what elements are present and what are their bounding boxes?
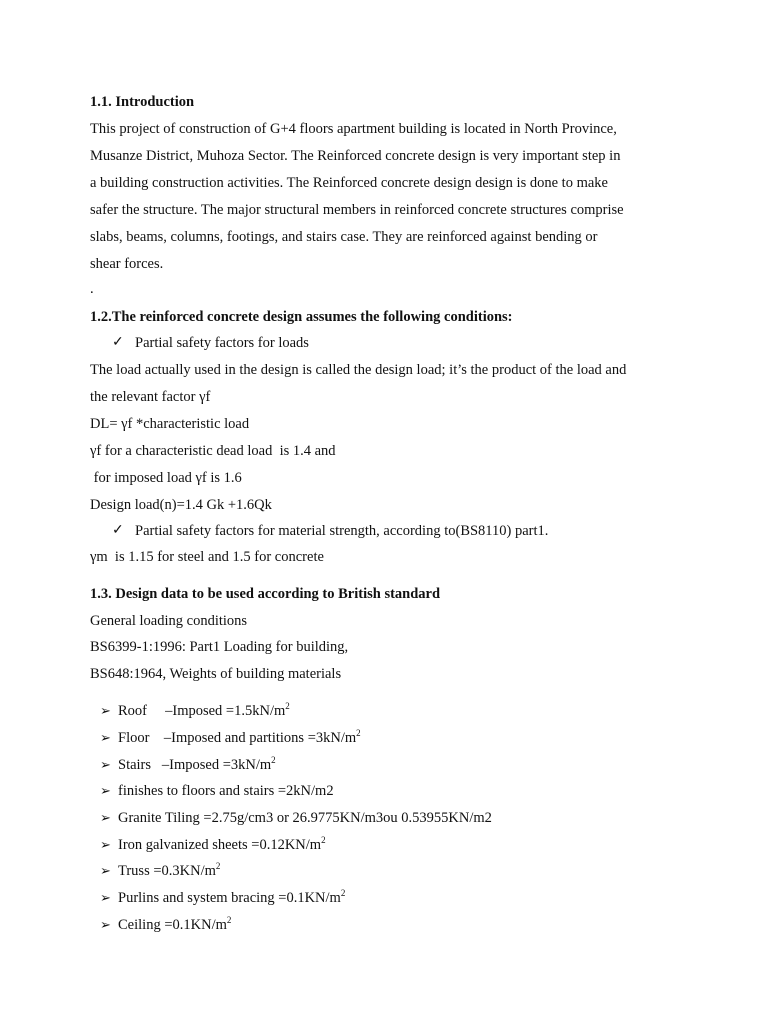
- paragraph-line: BS648:1964, Weights of building materials: [90, 666, 342, 682]
- arrow-bullet-icon: ➢: [100, 837, 111, 852]
- formula-line: DL= γf *characteristic load: [90, 416, 250, 432]
- checkmark-icon: ✓: [112, 523, 124, 538]
- load-item: Stairs –Imposed $=3kN/m^2$: [118, 755, 276, 773]
- load-item: Truss $=0.3KN/m^2$: [118, 861, 221, 879]
- paragraph-line: safer the structure. The major structural members in reinforced concrete structures comprise: [90, 202, 624, 218]
- formula-line: Design load(n)=1.4 Gk +1.6Qk: [90, 497, 272, 513]
- paragraph-line: The load actually used in the design is called the design load; it’s the product of the load and: [90, 362, 627, 378]
- paragraph-line: General loading conditions: [90, 613, 248, 629]
- load-item: Iron galvanized sheets $=0.12KN/m^2$: [118, 835, 326, 853]
- section-heading-conditions: 1.2.The reinforced concrete design assumes the following conditions:: [90, 309, 513, 325]
- arrow-bullet-icon: ➢: [100, 730, 111, 745]
- load-item: Granite Tiling =2.75g/cm3 or 26.9775KN/m3ou 0.53955KN/m2: [118, 810, 492, 826]
- paragraph-line: shear forces.: [90, 256, 164, 272]
- paragraph-line: This project of construction of G+4 floors apartment building is located in North Province,: [90, 121, 617, 137]
- stray-dot: .: [90, 281, 94, 297]
- load-item: Roof –Imposed $=1.5kN/m^2$: [118, 701, 290, 719]
- formula-line: for imposed load γf is 1.6: [90, 470, 242, 486]
- load-item: Purlins and system bracing $=0.1KN/m^2$: [118, 888, 346, 906]
- section-heading-introduction: 1.1. Introduction: [90, 94, 195, 110]
- arrow-bullet-icon: ➢: [100, 703, 111, 718]
- arrow-bullet-icon: ➢: [100, 917, 111, 932]
- paragraph-line: Musanze District, Muhoza Sector. The Reinforced concrete design is very important step in: [90, 148, 621, 164]
- load-item: Floor –Imposed and partitions $=3kN/m^2$: [118, 728, 361, 746]
- checkmark-icon: ✓: [112, 335, 124, 350]
- load-item: finishes to floors and stairs =2kN/m2: [118, 783, 334, 799]
- formula-line: γf for a characteristic dead load is 1.4 and: [90, 443, 336, 459]
- arrow-bullet-icon: ➢: [100, 757, 111, 772]
- paragraph-line: a building construction activities. The Reinforced concrete design design is done to make: [90, 175, 608, 191]
- arrow-bullet-icon: ➢: [100, 810, 111, 825]
- material-factor-line: γm is 1.15 for steel and 1.5 for concrete: [90, 549, 324, 565]
- arrow-bullet-icon: ➢: [100, 783, 111, 798]
- arrow-bullet-icon: ➢: [100, 890, 111, 905]
- paragraph-line: BS6399-1:1996: Part1 Loading for building,: [90, 639, 349, 655]
- check-item-material: Partial safety factors for material strength, according to(BS8110) part1.: [135, 523, 549, 539]
- paragraph-line: slabs, beams, columns, footings, and stairs case. They are reinforced against bending or: [90, 229, 598, 245]
- section-heading-design-data: 1.3. Design data to be used according to British standard: [90, 586, 441, 602]
- check-item-loads: Partial safety factors for loads: [135, 335, 309, 351]
- paragraph-line: the relevant factor γf: [90, 389, 211, 405]
- arrow-bullet-icon: ➢: [100, 863, 111, 878]
- load-item: Ceiling $=0.1KN/m^2$: [118, 915, 232, 933]
